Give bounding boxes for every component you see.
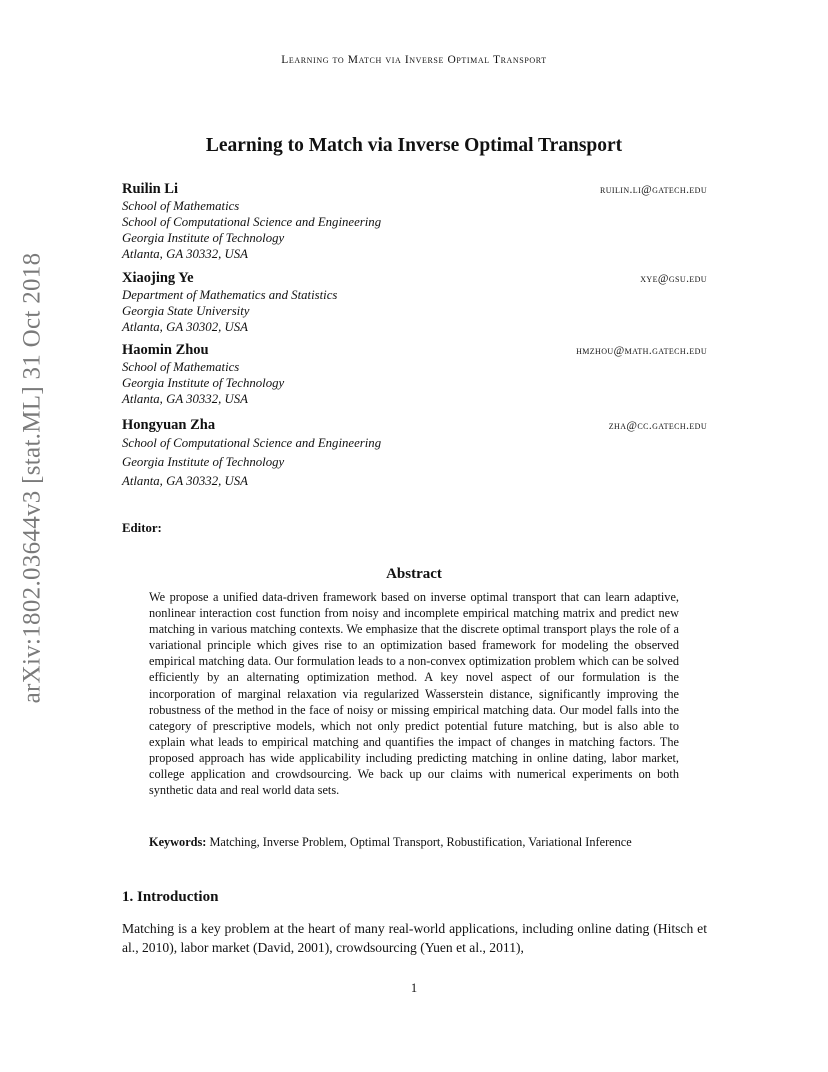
author-affiliation-line: Atlanta, GA 30332, USA [122,474,248,488]
editor-label: Editor: [122,521,162,535]
author-affiliation-line: Department of Mathematics and Statistics [122,288,338,302]
author-name: Ruilin Li [122,181,179,197]
keywords-list: Matching, Inverse Problem, Optimal Transport, Robustification, Variational Inference [209,835,632,849]
author-affiliation-line: Georgia Institute of Technology [122,455,285,469]
running-head: Learning to Match via Inverse Optimal Transport [281,54,547,66]
author-affiliation-line: Atlanta, GA 30302, USA [122,320,248,334]
page-number: 1 [410,981,418,995]
arxiv-stamp-text: arXiv:1802.03644v3 [stat.ML] 31 Oct 2018 [18,252,45,703]
abstract-heading: Abstract [386,566,442,582]
author-affiliation-line: Georgia Institute of Technology [122,376,285,390]
author-block [122,417,707,491]
author-affiliation-line: Atlanta, GA 30332, USA [122,247,248,261]
author-affiliation-line: School of Mathematics [122,199,240,213]
author-email: ruilin.li@gatech.edu [600,184,707,196]
author-affiliation-line: School of Mathematics [122,360,240,374]
author-name: Haomin Zhou [122,342,209,358]
author-affiliation-line: Georgia State University [122,304,250,318]
author-block [122,342,707,407]
author-affiliation-line: Atlanta, GA 30332, USA [122,392,248,406]
author-email: xye@gsu.edu [640,273,707,285]
paper-title: Learning to Match via Inverse Optimal Transport [205,135,623,156]
author-name: Hongyuan Zha [122,417,216,433]
arxiv-stamp [10,252,54,703]
author-name: Xiaojing Ye [122,270,194,286]
keywords-label: Keywords: [149,835,207,849]
author-block [122,270,707,335]
abstract-text: We propose a unified data-driven framework based on inverse optimal transport that can learn adaptive, nonlinear interaction cost function from noisy and incomplete empirical matching matrix and predict new matching in various matching contexts. We emphasize that the discrete optimal transport plays the role of a variational principle which gives rise to an optimization based framework for modeling the observed empirical matching data. Our formulation leads to a non-convex optimization problem which can be solved efficiently by an alternating optimization method. A key novel aspect of our formulation is the incorporation of marginal relaxation via regularized Wasserstein distance, significantly improving the robustness of the method in the face of noisy or missing empirical matching data. Our model falls into the category of prescriptive models, which not only predict potential future matching, but is also able to explain what leads to empirical matching and quantifies the impact of changes in matching factors. The proposed approach has wide applicability including predicting matching in online dating, labor market, college application and crowdsourcing. We back up our claims with numerical experiments on both synthetic data and real world data sets. [149,590,679,798]
author-affiliation-line: School of Computational Science and Engineering [122,215,382,229]
keywords [149,834,679,850]
author-email: zha@cc.gatech.edu [608,420,707,432]
author-email: hmzhou@math.gatech.edu [576,345,707,357]
section-heading: 1. Introduction [122,889,219,905]
author-affiliation-line: Georgia Institute of Technology [122,231,285,245]
author-block [122,181,707,262]
author-affiliation-line: School of Computational Science and Engineering [122,436,382,450]
section-text: Matching is a key problem at the heart of many real-world applications, including online dating (Hitsch et al., 2010), labor market (David, 2001), crowdsourcing (Yuen et al., 2011), [122,921,707,955]
